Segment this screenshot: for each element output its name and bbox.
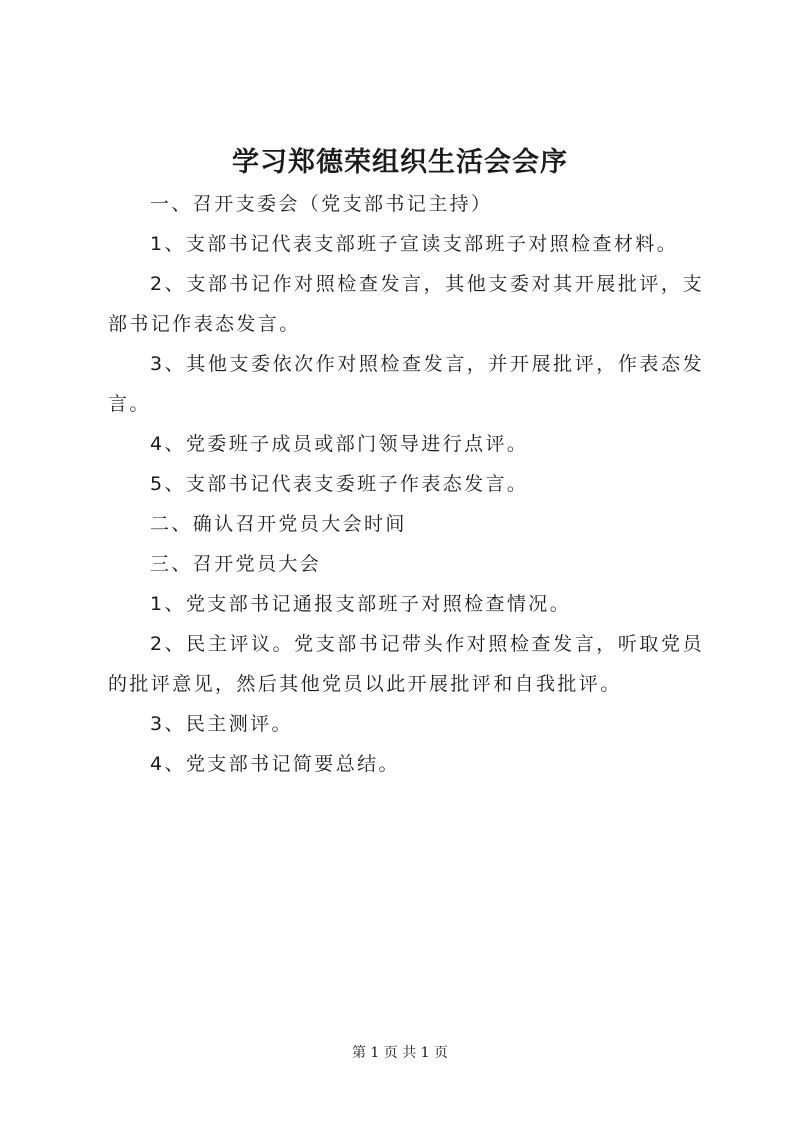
document-title: 学习郑德荣组织生活会会序 xyxy=(232,147,568,178)
section-heading-3: 三、召开党员大会 xyxy=(150,553,322,575)
list-item: 1、党支部书记通报支部班子对照检查情况。 xyxy=(150,593,572,615)
list-item: 4、党委班子成员或部门领导进行点评。 xyxy=(150,433,529,455)
list-item: 1、支部书记代表支部班子宣读支部班子对照检查材料。 xyxy=(150,233,679,255)
section-heading-2: 二、确认召开党员大会时间 xyxy=(150,513,407,535)
list-item: 2、民主评议。党支部书记带头作对照检查发言，听取党员的批评意见，然后其他党员以此开展批评和自我批评。 xyxy=(108,633,704,695)
list-item: 5、支部书记代表支委班子作表态发言。 xyxy=(150,473,529,495)
list-item: 3、民主测评。 xyxy=(150,713,293,735)
list-item: 2、支部书记作对照检查发言，其他支委对其开展批评，支部书记作表态发言。 xyxy=(108,273,704,335)
list-item: 4、党支部书记简要总结。 xyxy=(150,753,400,775)
list-item: 3、其他支委依次作对照检查发言，并开展批评，作表态发言。 xyxy=(108,353,704,415)
section-heading-1: 一、召开支委会（党支部书记主持） xyxy=(150,193,493,215)
page-number-footer: 第 1 页 共 1 页 xyxy=(351,1045,449,1061)
document-body xyxy=(108,184,704,784)
